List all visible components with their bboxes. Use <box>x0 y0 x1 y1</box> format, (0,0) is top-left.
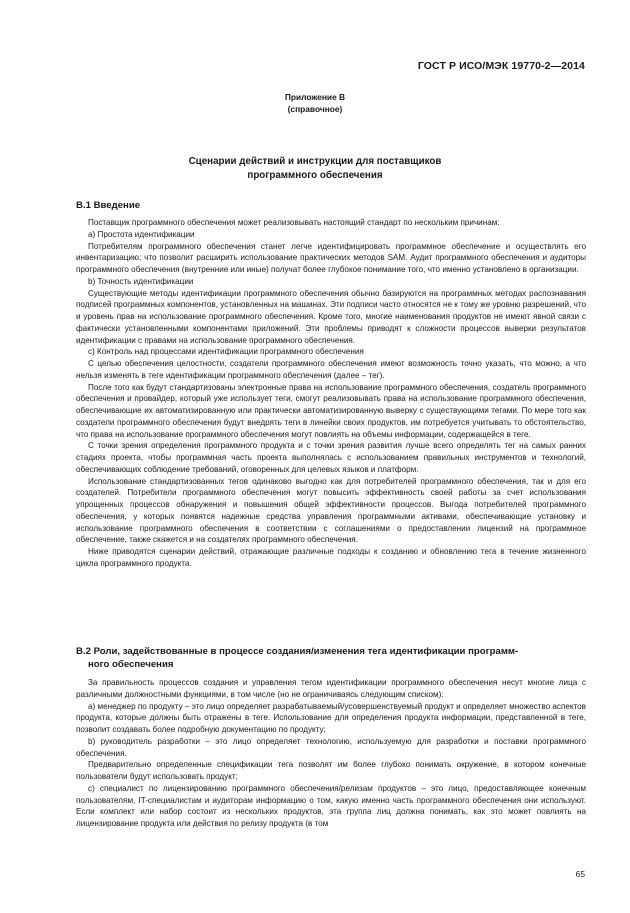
paragraph: а) Простота идентификации <box>88 229 195 239</box>
chapter-title-line2: программного обеспечения <box>247 170 383 181</box>
section-heading-b1: В.1 Введение <box>76 200 141 211</box>
paragraph: а) менеджер по продукту – это лицо определяет разрабатываемый/усовершенствуемый продукт и определяет множество аспектов продукта, которые должны быть отражены в теге. Использование для определения продукта информации, представленной в теге, позволит создавать более подробную документацию по продукту; <box>76 701 586 734</box>
paragraph: За правильность процессов создания и управления тегом идентификации программного обеспечения несут многие лица с различными должностными функциями, в том числе (но не ограничиваясь следующим списком): <box>76 678 586 699</box>
paragraph: Ниже приводятся сценарии действий, отражающие различные подходы к созданию и обновлению тега в течение жизненного цикла программного продукта. <box>76 547 586 568</box>
page-number: 65 <box>575 869 585 879</box>
annex-subtitle: (справочное) <box>287 104 343 114</box>
paragraph: Существующие методы идентификации программного обеспечения обычно базируются на программных методах распознавания подписей программных компонентов, установленных на машинах. Эти подписи часто относятся не к тому же уровню разрешений, что и уровень прав на использование программного обеспечения. Кроме того, многие наименования продуктов не имеют явной связи с фактически установленными компонентами приложений. Эти проблемы приводят к сложности процессов выверки результатов идентификации с правами на использование программного обеспечения. <box>76 288 586 345</box>
paragraph: Поставщик программного обеспечения может реализовывать настоящий стандарт по нескольким причинам: <box>88 218 500 227</box>
paragraph: После того как будут стандартизованы электронные права на использование программного обеспечения, создатель программного обеспечения и провайдер, который уже использует теги, смогут реализовывать права на использование программного обеспечения, обеспечивающие их автоматизированную или практически автоматизированную выверку с существующими тегами. По мере того как создатели программного обеспечения будут внедрять теги в линейки своих продуктов, им потребуется учитывать то обстоятельство, что права на использование программного обеспечения могут повлиять на объемы информации, содержащейся в теге. <box>76 382 586 439</box>
section-heading-b2-line2: ного обеспечения <box>88 659 174 670</box>
paragraph: Использование стандартизованных тегов одинаково выгодно как для потребителей программного обеспечения, так и для его создателей. Потребители программного обеспечения могут повысить эффективность своей работы за счет использования упрощенных процессов обнаружения и повышения общей эффективности процессов. Выгода потребителей программного обеспечения, у которых появятся надежные средства управления программными активами, обеспечивающие установку и использование программного обеспечения в соответствии с соглашениями о предоставлении лицензий на программное обеспечение, также скажется и на создателях программного обеспечения. <box>76 476 586 545</box>
paragraph: С целью обеспечения целостности, создатели программного обеспечения имеют возможность точно указать, что можно, а что нельзя изменять в теге идентификации программного обеспечения (далее – тег). <box>76 359 586 380</box>
section-b1-body <box>76 217 586 570</box>
chapter-title-line1: Сценарии действий и инструкции для поставщиков <box>188 156 442 167</box>
paragraph: b) руководитель разработки – это лицо определяет технологию, используемую для разработки и поставки программного обеспечения. <box>76 736 586 758</box>
paragraph: Потребителям программного обеспечения станет легче идентифицировать программное обеспечение и осуществлять его инвентаризацию; что позволит расширить использование практических методов SAM. Аудит программного обеспечения и аудиторы программного обеспечения (внутренние или иные) получат более глубокое понимание того, что именно установлено в организации. <box>76 241 586 274</box>
annex-title: Приложение В <box>284 92 346 102</box>
section-heading-b2-line1: В.2 Роли, задействованные в процессе создания/изменения тега идентификации программ- <box>76 646 519 657</box>
paragraph: с) специалист по лицензированию программного обеспечения/релизам продуктов – это лицо, предоставляющее конечным пользователям, IT-специалистам и аудиторам информацию о том, какую именно часть программного обеспечения они используют. Если комплект или набор состоит из нескольких продуктов, эта группа лиц должна понимать, как это может повлиять на лицензирование продукта или действия по релизу продукта (в том <box>76 783 586 828</box>
paragraph: С точки зрения определения программного продукта и с точки зрения развития лучше всего определять тег на самых ранних стадиях проекта, чтобы программная часть проекта выполнялась с использованием правильных инструментов и технологий, обеспечивающих соблюдение требований, оговоренных для целевых языков и платформ. <box>76 441 586 474</box>
document-id: ГОСТ Р ИСО/МЭК 19770-2—2014 <box>417 60 585 72</box>
paragraph: b) Точность идентификации <box>88 276 194 286</box>
section-b2-body <box>76 677 586 830</box>
paragraph: Предварительно определенные спецификации тега позволят им более глубоко понимать окружение, в котором конечные пользователи будут использовать продукт; <box>76 760 586 781</box>
paragraph: с) Контроль над процессами идентификации программного обеспечения <box>88 347 364 357</box>
